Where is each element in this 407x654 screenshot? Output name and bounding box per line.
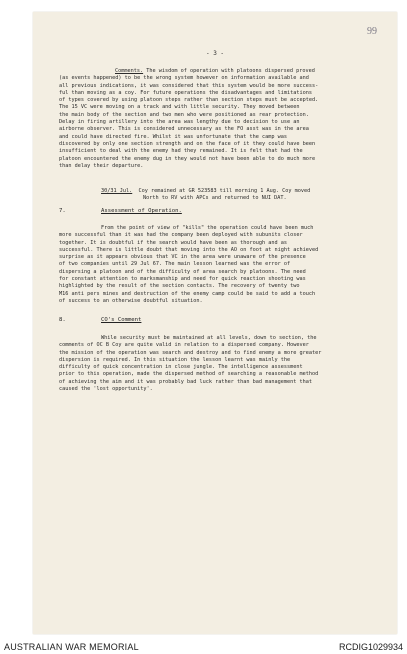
section-8-line-2: the mission of the operation was search and destroy and to find enemy a more greater — [59, 349, 322, 356]
comments-label: Comments. — [115, 68, 144, 74]
comments-line-3: ful than moving as a coy. For future operations the disadvantages and limitations — [59, 89, 312, 96]
entry-line-0: Coy remained at GR 523583 till morning 1 Aug. Coy moved — [138, 188, 311, 194]
section-7-line-3: successful. There is little doubt that moving into the AO on foot at night achieved — [59, 246, 319, 253]
section-7-line-6: dispersing a platoon and of the difficulty of area search by platoons. The need — [59, 268, 306, 275]
comments-line-5: The 15 VC were moving on a track and with little security. They moved between — [59, 104, 300, 111]
comments-line-8: airborne observer. This is considered unnecessary as the FO asst was in the area — [59, 126, 309, 133]
section-7-number: 7. — [59, 208, 66, 214]
section-7-line-10: of success to an otherwise doubtful situation. — [59, 297, 203, 304]
section-7-line-9: M16 anti pers mines and destruction of the enemy camp could be said to add a touch — [59, 290, 316, 297]
comments-line-4: of types covered by using platoon steps rather than section steps must be accepted. — [59, 97, 319, 104]
comments-line-12: platoon encountered the enemy dug in they would not have been able to do much more — [59, 155, 316, 162]
section-7-line-1: more successful than it was had the company been deployed with subunits closer — [59, 232, 303, 239]
comments-line-0: Comments. The wisdom of operation with platoons dispersed proved — [115, 68, 315, 74]
section-7-line-5: of two companies until 29 Jul 67. The main lesson learned was the error of — [59, 261, 291, 268]
section-7-line-7: for constant attention to marksmanship and need for quick reaction shooting was — [59, 276, 306, 283]
section-8-line-4: difficulty of quick concentration in close jungle. The intelligence assessment — [59, 364, 303, 371]
section-8-line-3: dispersion is required. In this situation the lesson learnt was mainly the — [59, 356, 291, 363]
comments-line-9: and could have directed fire. Whilst it was unfortunate that the camp was — [59, 133, 287, 140]
section-7-line-0: From the point of view of "kills" the operation could have been much — [101, 225, 314, 231]
entry-line-1: North to RV with APCs and returned to NUI DAT. — [143, 195, 287, 202]
comments-line-11: insufficient to deal with the enemy had they remained. It is felt that had the — [59, 148, 303, 155]
comments-line-6: the main body of the section and two men who were positioned as rear protection. — [59, 111, 309, 118]
section-7-heading: Assessment of Operation. — [101, 208, 182, 214]
section-8-line-1: comments of OC B Coy are quite valid in relation to a dispersed company. However — [59, 342, 309, 349]
page-number: - 3 - — [205, 50, 225, 57]
entry-30-31-jul — [101, 188, 381, 203]
comments-paragraph — [59, 68, 377, 170]
comments-line-10: discovered by only one section strength and on the face of it they could have been — [59, 140, 316, 147]
section-8-heading: CO's Comment — [101, 317, 142, 323]
footer-document-id: RCDIG1029934 — [338, 642, 403, 652]
folio-number: 99 — [367, 26, 377, 37]
section-7-line-4: surprise as it appears obvious that VC in the area were unaware of the presence — [59, 254, 306, 261]
section-7-line-2: together. It is doubtful if the search would have been as thorough and as — [59, 239, 287, 246]
archive-footer — [0, 636, 407, 654]
comments-line-7: Delay in firing artillery into the area was lengthy due to decision to use an — [59, 119, 300, 126]
section-8-line-6: of achieving the aim and it was probably bad luck rather than bad management that — [59, 378, 312, 385]
comments-line-13: than delay their departure. — [59, 162, 144, 169]
footer-archive-name: AUSTRALIAN WAR MEMORIAL — [4, 642, 139, 652]
section-8-paragraph — [59, 335, 377, 393]
entry-date: 30/31 Jul. — [101, 188, 133, 194]
document-page — [33, 12, 397, 634]
comments-line-1: (as events happened) to be the wrong system however on information available and — [59, 75, 309, 82]
comments-line-2: all previous indications, it was considered that this system would be more success- — [59, 82, 319, 89]
section-8-line-7: caused the 'lost opportunity'. — [59, 386, 153, 393]
section-8-line-5: prior to this operation, made the dispersed method of searching a reasonable method — [59, 371, 319, 378]
section-7-line-8: highlighted by the result of the section contacts. The recovery of twenty two — [59, 283, 300, 290]
section-7-paragraph — [59, 225, 377, 305]
section-8-number: 8. — [59, 317, 66, 323]
section-8-line-0: While security must be maintained at all levels, down to section, the — [101, 335, 317, 341]
